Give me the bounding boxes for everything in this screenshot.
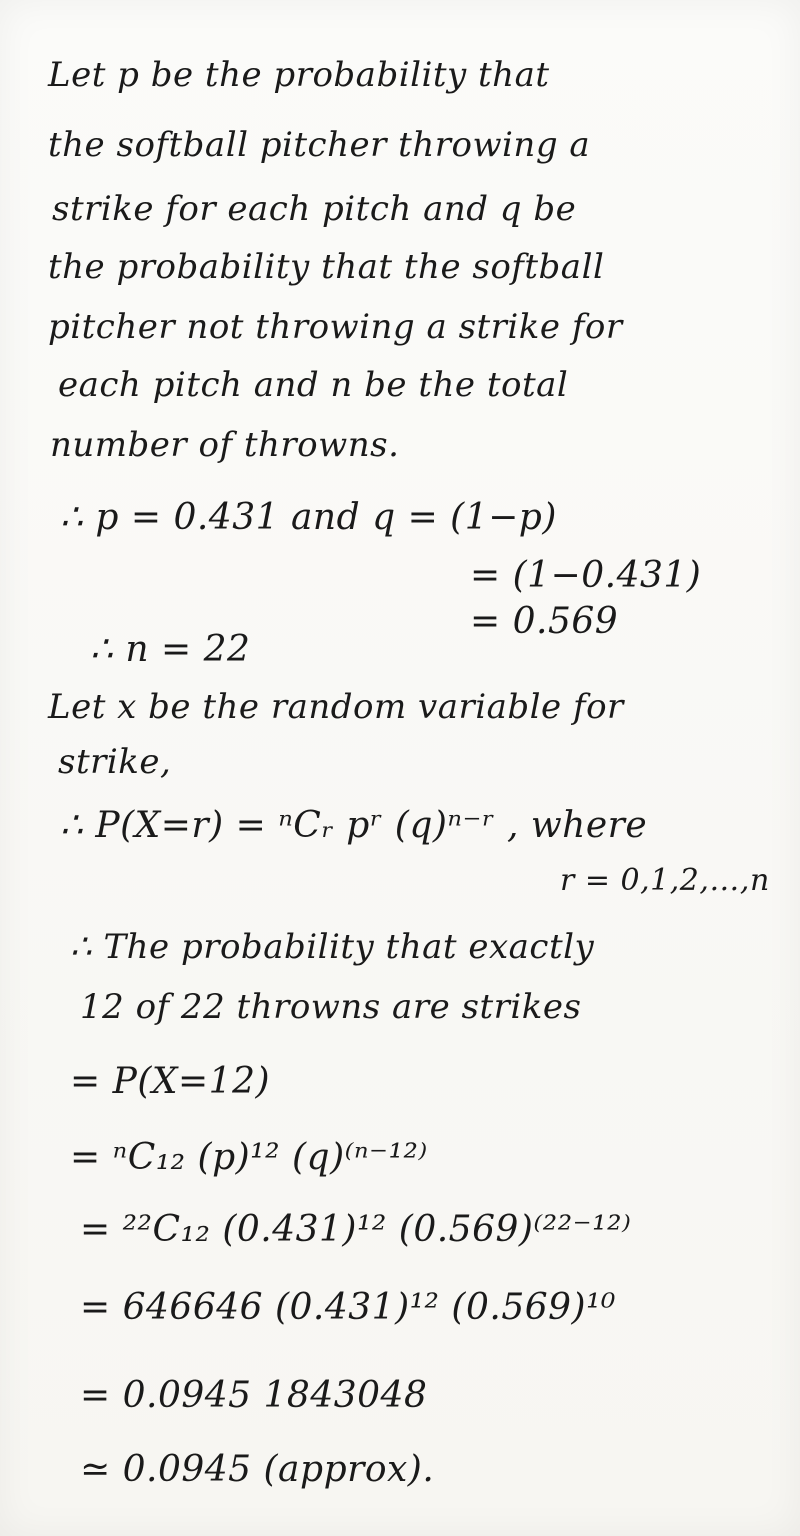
equation-r-range: r = 0,1,2,…,n (560, 863, 770, 898)
equation-step-4: = 646646 (0.431)¹² (0.569)¹⁰ (80, 1287, 616, 1328)
equation-step-1: = P(X=12) (70, 1061, 271, 1102)
equation-binomial-pmf: ∴ P(X=r) = ⁿCᵣ pʳ (q)ⁿ⁻ʳ , where (60, 805, 648, 846)
equation-step-5: = 0.0945 1843048 (80, 1375, 428, 1416)
text-line-1: Let p be the probability that (48, 55, 550, 95)
text-line-7: number of throwns. (50, 425, 400, 465)
equation-q-substitution: = (1−0.431) (470, 555, 702, 596)
text-line-6: each pitch and n be the total (58, 365, 569, 405)
text-line-probability-exactly: ∴ The probability that exactly (70, 927, 595, 967)
text-line-5: pitcher not throwing a strike for (48, 307, 623, 347)
text-line-strike: strike, (58, 742, 172, 782)
equation-final-answer: ≃ 0.0945 (approx). (80, 1449, 435, 1490)
equation-step-2: = ⁿC₁₂ (p)¹² (q)⁽ⁿ⁻¹²⁾ (70, 1137, 428, 1178)
text-line-12-of-22: 12 of 22 throwns are strikes (80, 987, 582, 1027)
equation-n: ∴ n = 22 (90, 629, 251, 670)
text-line-2: the softball pitcher throwing a (48, 125, 591, 165)
text-line-3: strike for each pitch and q be (52, 189, 577, 229)
text-line-4: the probability that the softball (48, 247, 605, 287)
equation-step-3: = ²²C₁₂ (0.431)¹² (0.569)⁽²²⁻¹²⁾ (80, 1209, 632, 1250)
equation-q-value: = 0.569 (470, 601, 619, 642)
equation-p-q: ∴ p = 0.431 and q = (1−p) (60, 497, 557, 538)
text-line-random-variable: Let x be the random variable for (48, 687, 624, 727)
